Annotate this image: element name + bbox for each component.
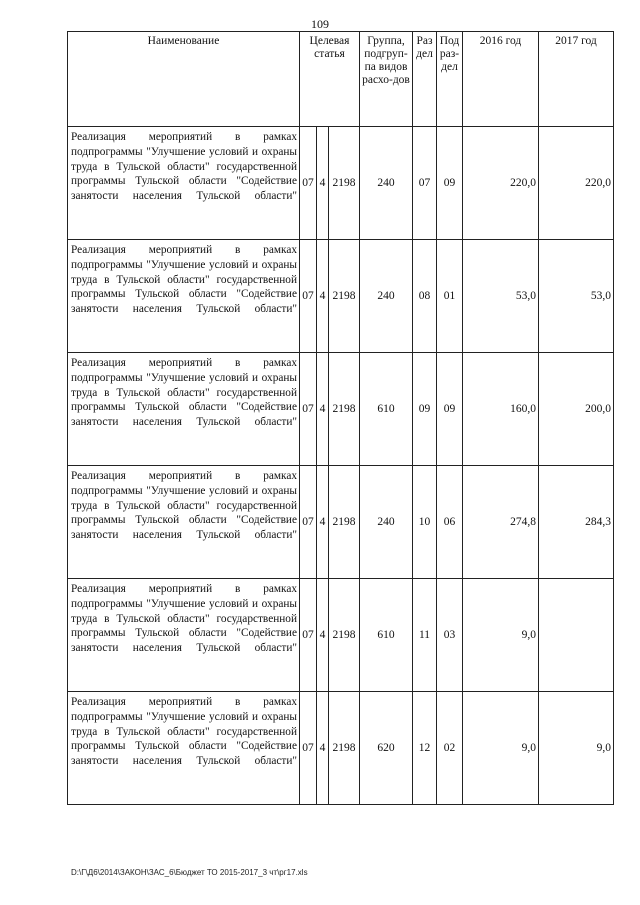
target-article-part3: 2198 — [329, 466, 360, 579]
table-row — [68, 579, 614, 692]
target-article-part1: 07 — [300, 466, 317, 579]
row-name-cell: Реализация мероприятий в рамках подпрограммы "Улучшение условий и охраны труда в Тульской области" государственной программы Тульской области "Содействие занятости населения Тульской области" — [68, 692, 300, 805]
section-cell: 08 — [413, 240, 437, 353]
expense-group-cell: 240 — [360, 127, 413, 240]
target-article-part2: 4 — [317, 579, 329, 692]
subsection-cell: 01 — [437, 240, 463, 353]
amount-2017-cell: 220,0 — [539, 127, 614, 240]
header-target-article: Целевая статья — [300, 32, 360, 127]
subsection-cell: 09 — [437, 353, 463, 466]
row-name-cell: Реализация мероприятий в рамках подпрограммы "Улучшение условий и охраны труда в Тульской области" государственной программы Тульской области "Содействие занятости населения Тульской области" — [68, 240, 300, 353]
amount-2016-cell: 9,0 — [463, 692, 539, 805]
amount-2016-cell: 9,0 — [463, 579, 539, 692]
expense-group-cell: 610 — [360, 579, 413, 692]
target-article-part2: 4 — [317, 353, 329, 466]
section-cell: 09 — [413, 353, 437, 466]
amount-2017-cell: 9,0 — [539, 692, 614, 805]
section-cell: 07 — [413, 127, 437, 240]
row-name-cell: Реализация мероприятий в рамках подпрограммы "Улучшение условий и охраны труда в Тульской области" государственной программы Тульской области "Содействие занятости населения Тульской области" — [68, 127, 300, 240]
section-cell: 11 — [413, 579, 437, 692]
file-path-footer: D:\Г\Д6\2014\ЗАКОН\ЗАС_6\Бюджет ТО 2015-2017_3 чт\рг17.xls — [71, 868, 308, 877]
header-row — [68, 32, 614, 127]
subsection-cell: 02 — [437, 692, 463, 805]
target-article-part2: 4 — [317, 127, 329, 240]
budget-table — [67, 31, 614, 805]
table-row — [68, 692, 614, 805]
header-section: Раз дел — [413, 32, 437, 127]
target-article-part3: 2198 — [329, 240, 360, 353]
target-article-part3: 2198 — [329, 692, 360, 805]
header-name: Наименование — [68, 32, 300, 127]
table-row — [68, 127, 614, 240]
amount-2016-cell: 220,0 — [463, 127, 539, 240]
header-subsection: Под раз-дел — [437, 32, 463, 127]
table-row — [68, 240, 614, 353]
row-name-cell: Реализация мероприятий в рамках подпрограммы "Улучшение условий и охраны труда в Тульской области" государственной программы Тульской области "Содействие занятости населения Тульской области" — [68, 579, 300, 692]
row-name-cell: Реализация мероприятий в рамках подпрограммы "Улучшение условий и охраны труда в Тульской области" государственной программы Тульской области "Содействие занятости населения Тульской области" — [68, 353, 300, 466]
target-article-part3: 2198 — [329, 353, 360, 466]
target-article-part1: 07 — [300, 692, 317, 805]
subsection-cell: 09 — [437, 127, 463, 240]
amount-2016-cell: 53,0 — [463, 240, 539, 353]
target-article-part3: 2198 — [329, 127, 360, 240]
table-row — [68, 466, 614, 579]
expense-group-cell: 620 — [360, 692, 413, 805]
target-article-part3: 2198 — [329, 579, 360, 692]
amount-2016-cell: 160,0 — [463, 353, 539, 466]
expense-group-cell: 240 — [360, 240, 413, 353]
subsection-cell: 06 — [437, 466, 463, 579]
page-number: 109 — [311, 17, 329, 31]
target-article-part2: 4 — [317, 466, 329, 579]
expense-group-cell: 240 — [360, 466, 413, 579]
header-2016: 2016 год — [463, 32, 539, 127]
row-name-cell: Реализация мероприятий в рамках подпрограммы "Улучшение условий и охраны труда в Тульской области" государственной программы Тульской области "Содействие занятости населения Тульской области" — [68, 466, 300, 579]
amount-2017-cell: 53,0 — [539, 240, 614, 353]
amount-2017-cell — [539, 579, 614, 692]
target-article-part1: 07 — [300, 240, 317, 353]
header-expense-group: Группа, подгруп-па видов расхо-дов — [360, 32, 413, 127]
target-article-part1: 07 — [300, 127, 317, 240]
expense-group-cell: 610 — [360, 353, 413, 466]
section-cell: 12 — [413, 692, 437, 805]
header-2017: 2017 год — [539, 32, 614, 127]
subsection-cell: 03 — [437, 579, 463, 692]
target-article-part2: 4 — [317, 240, 329, 353]
section-cell: 10 — [413, 466, 437, 579]
table-row — [68, 353, 614, 466]
target-article-part1: 07 — [300, 353, 317, 466]
amount-2017-cell: 284,3 — [539, 466, 614, 579]
amount-2017-cell: 200,0 — [539, 353, 614, 466]
target-article-part2: 4 — [317, 692, 329, 805]
target-article-part1: 07 — [300, 579, 317, 692]
amount-2016-cell: 274,8 — [463, 466, 539, 579]
